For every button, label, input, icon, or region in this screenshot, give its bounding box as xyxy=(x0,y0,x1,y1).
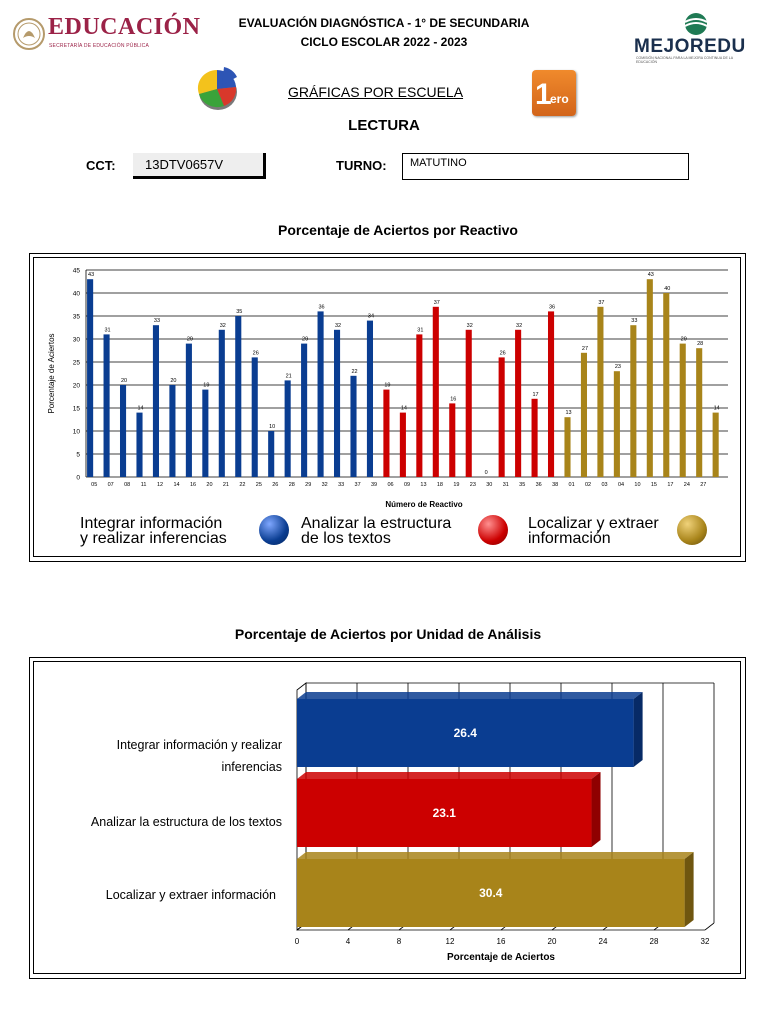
chart2-title: Porcentaje de Aciertos por Unidad de Análisis xyxy=(234,626,542,642)
y-tick-label: 45 xyxy=(72,267,80,275)
grade-badge-suffix: ero xyxy=(550,92,569,106)
hbar-top-analizar xyxy=(297,772,601,779)
x-tick-label: 26 xyxy=(272,482,279,488)
cct-label: CCT: xyxy=(86,158,116,173)
legend-analizar-line2: de los textos xyxy=(301,530,391,547)
bar-value-label: 14 xyxy=(400,405,407,412)
bar-value-label: 20 xyxy=(120,378,128,384)
hbar-label-integrar-line1: Integrar información y realizar xyxy=(116,738,282,752)
hbar-label-localizar: Localizar y extraer información xyxy=(105,888,276,902)
bar-integrar xyxy=(252,357,258,477)
legend-analizar-line1: Analizar la estructura xyxy=(301,515,452,532)
bar-localizar xyxy=(614,371,620,477)
y-tick-label: 20 xyxy=(72,382,80,390)
y-tick-label: 10 xyxy=(72,428,80,436)
bar-value-label: 37 xyxy=(433,299,440,306)
bar-value-label: 29 xyxy=(302,336,309,343)
hbar-top-integrar xyxy=(297,692,643,699)
x-axis-label: Porcentaje de Aciertos xyxy=(446,952,556,963)
bar-value-label: 43 xyxy=(88,272,95,279)
bar-integrar xyxy=(120,385,126,477)
bar-value-label: 23 xyxy=(614,364,621,371)
x-tick-label: 14 xyxy=(173,482,180,488)
bar-localizar xyxy=(630,325,636,477)
x-tick-label: 02 xyxy=(585,482,592,488)
legend-localizar-marker xyxy=(677,515,707,545)
bar-value-label: 36 xyxy=(548,304,556,311)
bar-value-label: 43 xyxy=(647,272,654,279)
bar-localizar xyxy=(696,348,702,477)
bar-value-label: 31 xyxy=(417,327,424,334)
x-tick-label: 16 xyxy=(189,482,197,488)
bar-integrar xyxy=(169,385,175,477)
legend-analizar-label xyxy=(301,516,451,546)
bar-integrar xyxy=(301,344,307,477)
x-floor-gridline xyxy=(705,923,714,930)
x-tick-label: 21 xyxy=(222,482,229,488)
legend-integrar-line1: Integrar información xyxy=(80,515,223,532)
y-axis-label: Porcentaje de Aciertos xyxy=(47,333,56,414)
bar-analizar xyxy=(499,357,505,477)
legend-integrar-line2: y realizar inferencias xyxy=(80,530,227,547)
bar-integrar xyxy=(318,311,324,477)
legend-localizar-line1: Localizar y extraer xyxy=(528,515,659,532)
bar-integrar xyxy=(350,376,356,477)
x-tick-label: 18 xyxy=(436,482,443,488)
bar-analizar xyxy=(466,330,472,477)
bar-value-label: 40 xyxy=(664,286,671,292)
bar-value-label: 21 xyxy=(285,373,292,380)
bar-localizar xyxy=(647,279,653,477)
bar-value-label: 27 xyxy=(581,345,589,352)
y-tick-label: 0 xyxy=(76,474,80,482)
chart1-title: Porcentaje de Aciertos por Reactivo xyxy=(278,222,518,238)
hbar-value-label: 30.4 xyxy=(479,886,503,900)
x-tick-label: 31 xyxy=(502,482,509,488)
x-tick-label: 22 xyxy=(239,482,246,488)
x-tick-label: 12 xyxy=(157,482,164,488)
x-tick-label: 10 xyxy=(634,482,641,488)
x-tick-label: 20 xyxy=(206,482,213,488)
bar-integrar xyxy=(268,431,274,477)
x-tick-label: 16 xyxy=(496,937,506,946)
bar-integrar xyxy=(186,344,192,477)
bar-analizar xyxy=(383,390,389,477)
bar-value-label: 34 xyxy=(367,313,375,320)
x-tick-label: 32 xyxy=(700,937,710,946)
bar-analizar xyxy=(548,311,554,477)
bar-value-label: 17 xyxy=(532,391,539,398)
x-tick-label: 04 xyxy=(617,482,625,488)
legend-analizar-marker xyxy=(478,515,508,545)
y-tick-label: 30 xyxy=(72,336,80,344)
bar-localizar xyxy=(564,417,570,477)
bar-value-label: 32 xyxy=(219,322,226,329)
x-tick-label: 32 xyxy=(321,482,328,488)
bar-integrar xyxy=(202,390,208,477)
hbar-side-localizar xyxy=(685,852,694,927)
bar-integrar xyxy=(367,321,373,477)
sep-logo-text: EDUCACIÓN xyxy=(48,14,201,40)
x-tick-label: 29 xyxy=(305,482,312,488)
bar-value-label: 36 xyxy=(318,304,325,311)
x-tick-label: 38 xyxy=(552,482,559,488)
bar-value-label: 32 xyxy=(516,322,523,329)
mejoredu-logo-text: MEJOREDU xyxy=(634,36,746,57)
bar-analizar xyxy=(532,399,538,477)
grade-badge-number: 1 xyxy=(535,78,552,111)
x-tick-label: 13 xyxy=(420,482,427,488)
x-tick-label: 01 xyxy=(568,482,575,488)
x-tick-label: 37 xyxy=(354,482,361,488)
legend-localizar-label xyxy=(528,516,659,546)
bar-integrar xyxy=(334,330,340,477)
header-line-1: EVALUACIÓN DIAGNÓSTICA - 1° DE SECUNDARIA xyxy=(238,16,530,30)
bar-integrar xyxy=(235,316,241,477)
y-tick-label: 40 xyxy=(72,290,80,298)
x-tick-label: 09 xyxy=(403,482,411,488)
x-axis-label: Número de Reactivo xyxy=(385,500,463,509)
bar-integrar xyxy=(87,279,93,477)
x-tick-label: 8 xyxy=(396,937,402,946)
x-tick-label: 08 xyxy=(124,482,131,488)
hbar-value-label: 23.1 xyxy=(432,806,456,820)
legend-integrar-label xyxy=(80,516,227,546)
x-tick-label: 39 xyxy=(371,482,378,488)
turno-label: TURNO: xyxy=(336,158,387,173)
x-tick-label: 0 xyxy=(294,937,300,946)
bar-value-label: 19 xyxy=(384,382,391,389)
bar-value-label: 20 xyxy=(170,378,177,384)
x-tick-label: 36 xyxy=(535,482,542,488)
hbar-top-localizar xyxy=(297,852,694,859)
bar-value-label: 28 xyxy=(697,341,704,348)
x-tick-label: 11 xyxy=(140,482,147,488)
bar-value-label: 32 xyxy=(334,322,342,329)
bar-analizar xyxy=(416,334,422,477)
page-subtitle: GRÁFICAS POR ESCUELA xyxy=(288,84,464,100)
turno-field: MATUTINO xyxy=(402,153,689,180)
bar-value-label: 35 xyxy=(236,309,243,315)
bar-value-label: 14 xyxy=(137,405,144,412)
bar-localizar xyxy=(581,353,587,477)
y-tick-label: 35 xyxy=(72,313,80,321)
bar-value-label: 33 xyxy=(631,318,638,325)
x-tick-label: 24 xyxy=(598,937,608,946)
x-tick-label: 12 xyxy=(445,937,455,946)
bar-value-label: 0 xyxy=(484,470,488,476)
bar-analizar xyxy=(400,413,406,477)
x-tick-label: 15 xyxy=(650,482,657,488)
x-tick-label: 05 xyxy=(91,482,98,488)
y-tick-label: 5 xyxy=(76,451,80,459)
bar-value-label: 33 xyxy=(153,318,161,325)
bar-integrar xyxy=(104,334,110,477)
hbar-value-label: 26.4 xyxy=(453,726,477,740)
mejoredu-logo-subtitle: COMISIÓN NACIONAL PARA LA MEJORA CONTINUA DE LA EDUCACIÓN xyxy=(636,56,733,64)
bar-value-label: 29 xyxy=(680,336,687,343)
bar-value-label: 26 xyxy=(252,350,259,357)
bar-value-label: 10 xyxy=(269,424,276,430)
x-tick-label: 4 xyxy=(345,937,351,946)
x-tick-label: 27 xyxy=(700,482,707,488)
bar-localizar xyxy=(680,344,686,477)
bar-analizar xyxy=(433,307,439,477)
bar-localizar xyxy=(663,293,669,477)
bar-value-label: 31 xyxy=(104,327,111,334)
subject-title: LECTURA xyxy=(348,117,420,134)
x-tick-label: 23 xyxy=(469,482,476,488)
bar-analizar xyxy=(449,403,455,477)
bar-value-label: 32 xyxy=(466,322,473,329)
bar-value-label: 22 xyxy=(351,368,358,375)
sep-logo-subtitle: SECRETARÍA DE EDUCACIÓN PÚBLICA xyxy=(49,43,150,49)
x-tick-label: 06 xyxy=(387,482,394,488)
x-tick-label: 03 xyxy=(601,482,608,488)
bar-integrar xyxy=(136,413,142,477)
bar-analizar xyxy=(515,330,521,477)
x-tick-label: 28 xyxy=(288,482,295,488)
x-tick-label: 17 xyxy=(667,482,674,488)
x-tick-label: 35 xyxy=(519,482,526,488)
y-tick-label: 25 xyxy=(72,359,80,367)
x-tick-label: 33 xyxy=(338,482,345,488)
x-tick-label: 24 xyxy=(683,482,690,488)
bar-value-label: 16 xyxy=(450,396,457,403)
bar-value-label: 26 xyxy=(499,350,506,357)
bar-integrar xyxy=(153,325,159,477)
x-tick-label: 20 xyxy=(547,937,557,946)
bar-value-label: 13 xyxy=(565,410,572,417)
x-tick-label: 07 xyxy=(107,482,114,488)
bar-value-label: 14 xyxy=(713,405,720,412)
bar-localizar xyxy=(597,307,603,477)
bar-value-label: 19 xyxy=(203,382,210,389)
bar-integrar xyxy=(219,330,225,477)
bar-integrar xyxy=(285,380,291,477)
chart2-svg xyxy=(0,660,768,980)
x-tick-label: 19 xyxy=(453,482,460,488)
y-tick-label: 15 xyxy=(72,405,80,413)
hbar-side-analizar xyxy=(592,772,601,847)
x-tick-label: 28 xyxy=(649,937,659,946)
hbar-label-integrar-line2: inferencias xyxy=(221,760,282,774)
bar-value-label: 29 xyxy=(186,336,193,343)
hbar-label-analizar: Analizar la estructura de los textos xyxy=(90,815,282,829)
cct-field: 13DTV0657V xyxy=(133,153,266,179)
bar-localizar xyxy=(713,413,719,477)
bar-value-label: 37 xyxy=(598,299,605,306)
legend-integrar-marker xyxy=(259,515,289,545)
header-line-2: CICLO ESCOLAR 2022 - 2023 xyxy=(300,35,468,49)
legend-localizar-line2: información xyxy=(528,530,611,547)
hbar-side-integrar xyxy=(634,692,643,767)
x-tick-label: 25 xyxy=(255,482,262,488)
x-tick-label: 30 xyxy=(486,482,493,488)
